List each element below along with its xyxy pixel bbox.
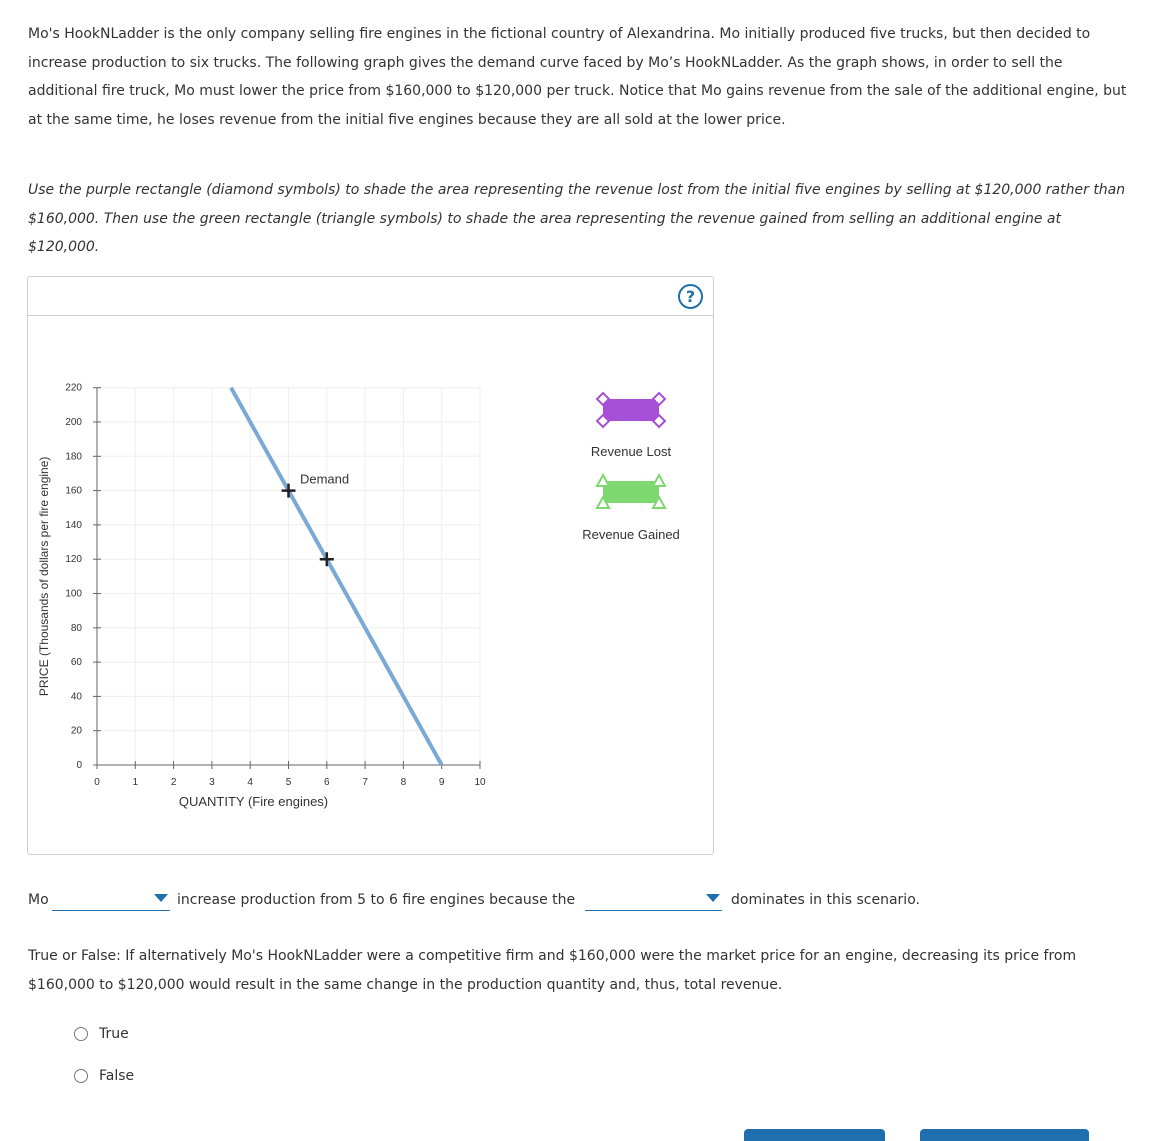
triangle-handle-icon[interactable] bbox=[653, 475, 665, 486]
question-middle-text: increase production from 5 to 6 fire engines because the bbox=[177, 892, 576, 908]
x-tick-label: 6 bbox=[324, 777, 330, 788]
graph-panel bbox=[27, 276, 714, 855]
dominating-effect-dropdown[interactable] bbox=[585, 888, 722, 911]
x-axis-title: QUANTITY (Fire engines) bbox=[178, 794, 329, 809]
option-true[interactable] bbox=[74, 1026, 129, 1042]
revenue-lost-rectangle[interactable] bbox=[603, 399, 659, 421]
y-tick-label: 140 bbox=[65, 519, 82, 531]
x-tick-label: 4 bbox=[247, 777, 253, 788]
radio-true[interactable] bbox=[74, 1027, 88, 1041]
x-tick-label: 0 bbox=[94, 777, 100, 788]
y-tick-label: 0 bbox=[76, 760, 82, 771]
question-suffix: dominates in this scenario. bbox=[731, 892, 920, 908]
option-false-label: False bbox=[99, 1068, 135, 1084]
x-tick-label: 7 bbox=[362, 777, 368, 788]
legend-label-revenue-lost: Revenue Lost bbox=[590, 444, 672, 459]
x-tick-label: 9 bbox=[438, 777, 445, 788]
demand-graph[interactable] bbox=[28, 277, 715, 856]
chevron-down-icon bbox=[706, 894, 720, 902]
legend-label-revenue-gained: Revenue Gained bbox=[582, 527, 680, 542]
x-tick-label: 2 bbox=[170, 777, 177, 788]
demand-curve-label: Demand bbox=[299, 471, 350, 487]
y-tick-label: 100 bbox=[65, 588, 82, 600]
y-tick-label: 220 bbox=[65, 382, 82, 394]
x-tick-label: 8 bbox=[400, 777, 407, 788]
y-tick-label: 200 bbox=[65, 417, 82, 428]
y-tick-label: 180 bbox=[65, 451, 82, 463]
option-true-label: True bbox=[99, 1026, 129, 1042]
triangle-handle-icon[interactable] bbox=[597, 475, 609, 486]
y-tick-label: 40 bbox=[70, 691, 82, 703]
y-tick-label: 80 bbox=[70, 622, 82, 634]
instruction-paragraph: Use the purple rectangle (diamond symbols) to shade the area representing the revenue lost from the initial five engines by selling at $120,000 rather than $160,000. Then use the green rectangle (triangle symbols) to shade the area representing the revenue gained from selling an additional engine at $120,000. bbox=[28, 182, 1126, 255]
radio-false[interactable] bbox=[74, 1069, 88, 1083]
x-tick-label: 5 bbox=[285, 777, 292, 788]
y-tick-label: 60 bbox=[70, 657, 82, 669]
demand-curve bbox=[231, 388, 442, 765]
y-axis-title: PRICE (Thousands of dollars per fire engine) bbox=[37, 456, 51, 697]
x-tick-label: 1 bbox=[132, 777, 139, 788]
y-tick-label: 160 bbox=[65, 485, 82, 497]
help-icon[interactable]: ? bbox=[678, 284, 703, 309]
true-false-question: True or False: If alternatively Mo's HookNLadder were a competitive firm and $160,000 were the market price for an engine, decreasing its price from $160,000 to $120,000 would result in the same change in the production quantity and, thus, total revenue. bbox=[28, 948, 1077, 993]
x-tick-label: 3 bbox=[209, 777, 215, 788]
submit-button[interactable] bbox=[920, 1129, 1089, 1141]
intro-paragraph: Mo's HookNLadder is the only company selling fire engines in the fictional country of Alexandrina. Mo initially produced five trucks, but then decided to increase production to six trucks. The following graph gives the demand curve faced by Mo’s HookNLadder. As the graph shows, in order to sell the additional fire truck, Mo must lower the price from $160,000 to $120,000 per truck. Notice that Mo gains revenue from the sale of the additional engine, but at the same time, he loses revenue from the initial five engines because they are all sold at the lower price. bbox=[28, 26, 1127, 128]
question-prefix: Mo bbox=[28, 892, 49, 908]
revenue-gained-rectangle[interactable] bbox=[603, 481, 659, 503]
option-false[interactable] bbox=[74, 1068, 134, 1084]
chevron-down-icon bbox=[154, 894, 168, 902]
grade-button[interactable] bbox=[744, 1129, 885, 1141]
mo-should-dropdown[interactable] bbox=[52, 888, 170, 911]
x-tick-label: 10 bbox=[474, 777, 486, 788]
y-tick-label: 120 bbox=[65, 554, 82, 566]
y-tick-label: 20 bbox=[70, 725, 82, 737]
